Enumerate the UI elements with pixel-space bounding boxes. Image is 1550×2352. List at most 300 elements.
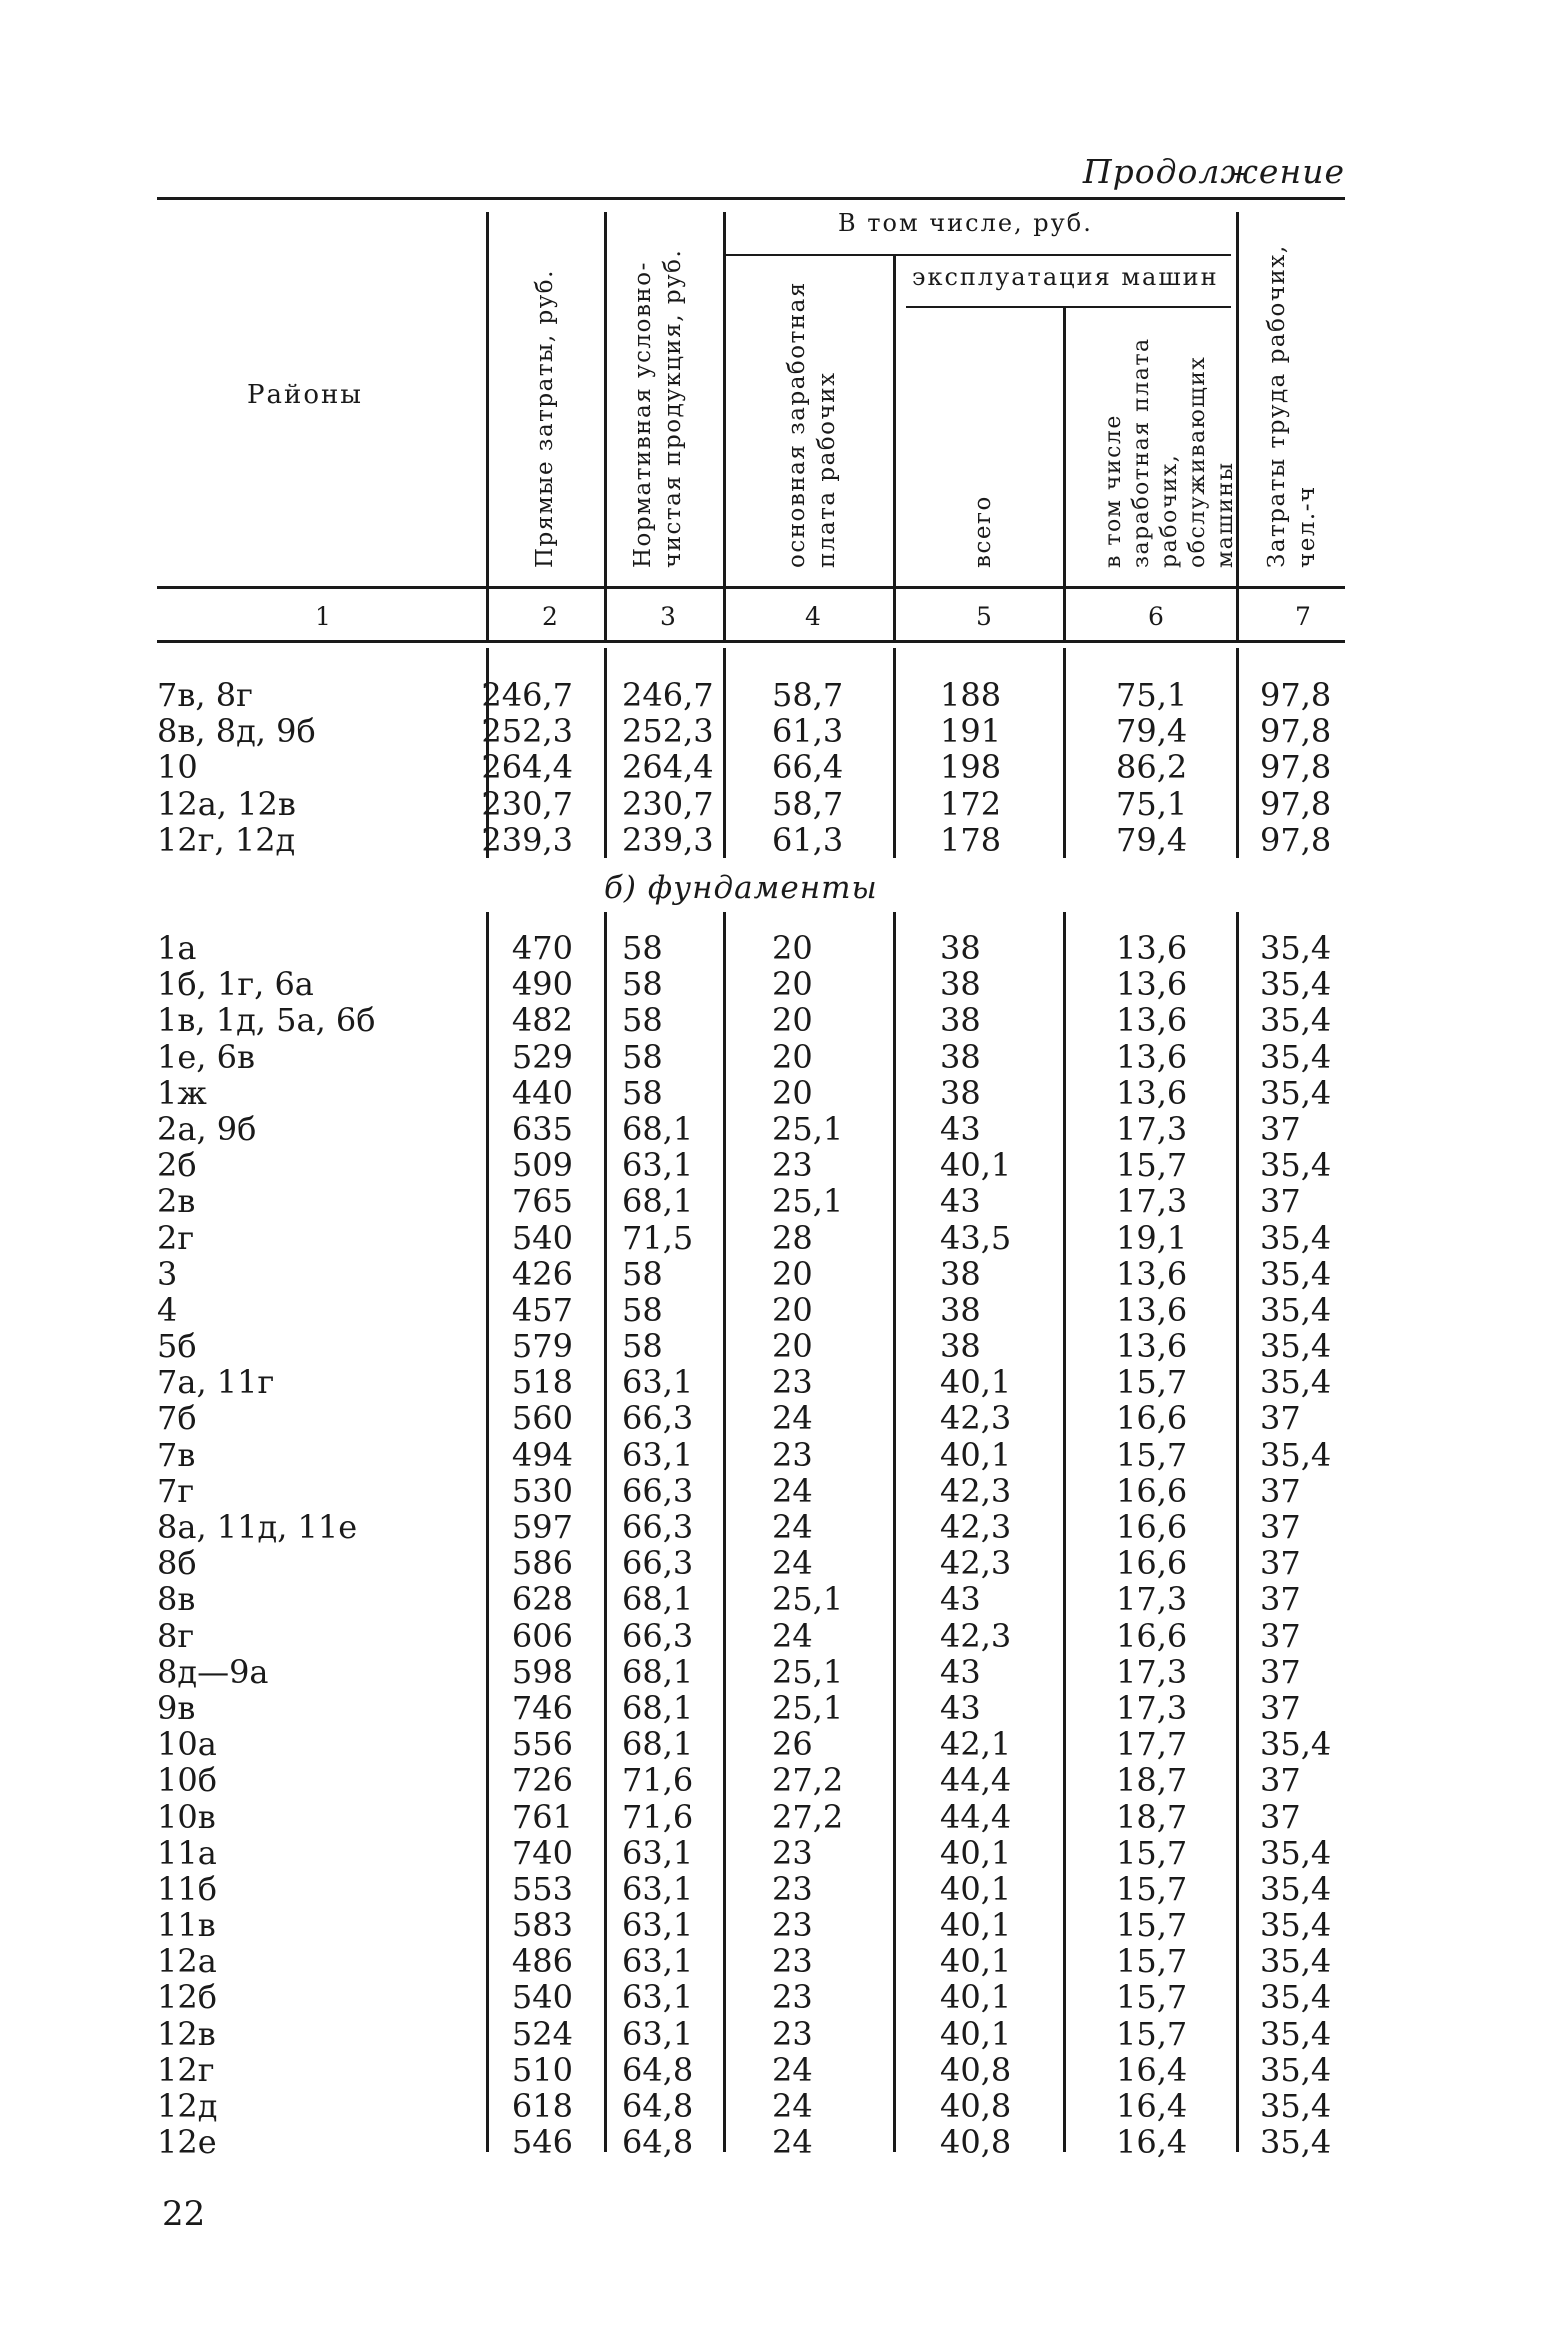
base-wages-cell: 20 xyxy=(772,1327,813,1366)
table-row xyxy=(0,1111,1550,1147)
district-cell: 2г xyxy=(157,1218,195,1257)
table-row xyxy=(0,1400,1550,1436)
base-wages-cell: 24 xyxy=(772,2123,813,2162)
base-wages-cell: 24 xyxy=(772,2050,813,2089)
labor-costs-cell: 35,4 xyxy=(1260,1037,1332,1076)
labor-costs-cell: 37 xyxy=(1260,1616,1301,1655)
machine-total-cell: 38 xyxy=(940,929,981,967)
net-product-cell: 68,1 xyxy=(622,1725,694,1764)
net-product-cell: 63,1 xyxy=(622,1833,694,1872)
district-cell: 8г xyxy=(157,1616,195,1655)
continuation-label: Продолжение xyxy=(1082,152,1345,191)
base-wages-cell: 27,2 xyxy=(772,1797,844,1836)
machine-wages-header: в том числе заработная плата рабочих, обслуживающих машины xyxy=(1101,337,1238,568)
districts-header: Районы xyxy=(247,380,363,410)
district-cell: 7г xyxy=(157,1471,195,1510)
net-product-cell: 66,3 xyxy=(622,1399,694,1438)
net-product-cell: 63,1 xyxy=(622,1146,694,1185)
base-wages-cell: 61,3 xyxy=(772,712,844,751)
table-row xyxy=(0,1943,1550,1979)
district-cell: 11в xyxy=(157,1906,216,1945)
machine-wages-cell: 15,7 xyxy=(1116,1906,1188,1945)
base-wages-cell: 25,1 xyxy=(772,1652,844,1691)
district-cell: 1е, 6в xyxy=(157,1037,256,1076)
machine-wages-cell: 16,6 xyxy=(1116,1508,1188,1546)
machine-wages-cell: 75,1 xyxy=(1116,676,1188,714)
direct-costs-cell: 628 xyxy=(511,1580,573,1619)
table-row xyxy=(0,2052,1550,2088)
base-wages-cell: 23 xyxy=(772,1869,813,1908)
machine-wages-cell: 18,7 xyxy=(1116,1797,1188,1836)
table-row xyxy=(0,1292,1550,1328)
net-product-cell: 230,7 xyxy=(622,784,714,823)
direct-costs-cell: 246,7 xyxy=(481,676,573,714)
table-row xyxy=(0,1618,1550,1654)
district-cell: 10а xyxy=(157,1725,217,1764)
direct-costs-cell: 426 xyxy=(511,1254,573,1293)
direct-costs-cell: 606 xyxy=(511,1616,573,1655)
machine-total-cell: 43 xyxy=(940,1109,981,1148)
labor-costs-cell: 37 xyxy=(1260,1182,1301,1221)
table-row xyxy=(0,1039,1550,1075)
district-cell: 1ж xyxy=(157,1073,207,1112)
machine-wages-cell: 15,7 xyxy=(1116,1869,1188,1908)
direct-costs-cell: 761 xyxy=(511,1797,573,1836)
direct-costs-cell: 440 xyxy=(511,1073,573,1112)
direct-costs-cell: 230,7 xyxy=(481,784,573,823)
machine-wages-cell: 17,3 xyxy=(1116,1652,1188,1691)
direct-costs-cell: 583 xyxy=(511,1906,573,1945)
district-cell: 10 xyxy=(157,748,198,787)
base-wages-cell: 23 xyxy=(772,1906,813,1945)
district-cell: 3 xyxy=(157,1254,178,1293)
labor-costs-header: Затраты труда рабочих, чел.-ч xyxy=(1264,244,1320,568)
district-cell: 12а xyxy=(157,1942,217,1981)
base-wages-cell: 20 xyxy=(772,1290,813,1329)
column-number-5: 5 xyxy=(976,602,992,631)
machine-wages-cell: 15,7 xyxy=(1116,1146,1188,1185)
table-row xyxy=(0,1075,1550,1111)
machine-wages-cell: 13,6 xyxy=(1116,1073,1188,1112)
district-cell: 12г xyxy=(157,2050,215,2089)
labor-costs-cell: 37 xyxy=(1260,1471,1301,1510)
machine-total-cell: 40,1 xyxy=(940,2014,1012,2053)
labor-costs-cell: 35,4 xyxy=(1260,1978,1332,2017)
labor-costs-cell: 35,4 xyxy=(1260,2050,1332,2089)
direct-costs-cell: 540 xyxy=(511,1978,573,2017)
direct-costs-cell: 470 xyxy=(511,929,573,967)
district-cell: 8в xyxy=(157,1580,196,1619)
net-product-cell: 58 xyxy=(622,1001,663,1040)
district-cell: 2б xyxy=(157,1146,197,1185)
labor-costs-cell: 37 xyxy=(1260,1508,1301,1546)
machine-total-cell: 40,1 xyxy=(940,1906,1012,1945)
direct-costs-cell: 726 xyxy=(511,1761,573,1800)
table-row xyxy=(0,713,1550,749)
machine-wages-cell: 16,6 xyxy=(1116,1544,1188,1583)
machine-operation-header: эксплуатация машин xyxy=(912,263,1219,291)
district-cell: 12д xyxy=(157,2087,218,2125)
table-row xyxy=(0,930,1550,966)
direct-costs-cell: 457 xyxy=(511,1290,573,1329)
table-row xyxy=(0,1799,1550,1835)
column-number-7: 7 xyxy=(1295,602,1311,631)
labor-costs-cell: 35,4 xyxy=(1260,2087,1332,2125)
direct-costs-cell: 494 xyxy=(511,1435,573,1474)
direct-costs-cell: 239,3 xyxy=(481,820,573,859)
machine-wages-cell: 13,6 xyxy=(1116,929,1188,967)
district-cell: 12а, 12в xyxy=(157,784,296,823)
machine-total-cell: 42,3 xyxy=(940,1616,1012,1655)
net-product-cell: 63,1 xyxy=(622,2014,694,2053)
direct-costs-cell: 252,3 xyxy=(481,712,573,751)
machine-total-cell: 44,4 xyxy=(940,1797,1012,1836)
net-product-cell: 58 xyxy=(622,1327,663,1366)
machine-wages-cell: 17,7 xyxy=(1116,1725,1188,1764)
labor-costs-cell: 35,4 xyxy=(1260,1218,1332,1257)
base-wages-cell: 58,7 xyxy=(772,784,844,823)
machine-wages-cell: 79,4 xyxy=(1116,712,1188,751)
machine-total-cell: 42,3 xyxy=(940,1544,1012,1583)
base-wages-cell: 26 xyxy=(772,1725,813,1764)
column-numbers-rule xyxy=(157,640,1345,643)
district-cell: 10в xyxy=(157,1797,216,1836)
base-wages-cell: 24 xyxy=(772,1399,813,1438)
machine-wages-cell: 13,6 xyxy=(1116,1001,1188,1040)
machine-wages-cell: 15,7 xyxy=(1116,1363,1188,1402)
base-wages-cell: 20 xyxy=(772,1073,813,1112)
district-cell: 8а, 11д, 11е xyxy=(157,1508,358,1546)
labor-costs-cell: 97,8 xyxy=(1260,712,1332,751)
district-cell: 12в xyxy=(157,2014,216,2053)
net-product-cell: 58 xyxy=(622,1254,663,1293)
direct-costs-cell: 518 xyxy=(511,1363,573,1402)
district-cell: 8в, 8д, 9б xyxy=(157,712,316,751)
machine-total-cell: 178 xyxy=(940,820,1002,859)
col-divider-5 xyxy=(1063,308,1066,640)
machine-wages-cell: 16,6 xyxy=(1116,1471,1188,1510)
district-cell: 8б xyxy=(157,1544,197,1583)
machine-wages-cell: 17,3 xyxy=(1116,1109,1188,1148)
base-wages-header: основная заработная плата рабочих xyxy=(784,281,840,568)
base-wages-cell: 58,7 xyxy=(772,676,844,714)
base-wages-cell: 25,1 xyxy=(772,1182,844,1221)
machine-total-cell: 198 xyxy=(940,748,1002,787)
table-row xyxy=(0,1473,1550,1509)
labor-costs-cell: 37 xyxy=(1260,1580,1301,1619)
machine-total-cell: 43,5 xyxy=(940,1218,1012,1257)
machine-wages-cell: 16,4 xyxy=(1116,2087,1188,2125)
labor-costs-cell: 37 xyxy=(1260,1797,1301,1836)
machine-total-cell: 40,8 xyxy=(940,2087,1012,2125)
machine-wages-cell: 86,2 xyxy=(1116,748,1188,787)
labor-costs-cell: 35,4 xyxy=(1260,1942,1332,1981)
net-product-cell: 68,1 xyxy=(622,1652,694,1691)
table-row xyxy=(0,786,1550,822)
labor-costs-cell: 37 xyxy=(1260,1109,1301,1148)
net-product-cell: 58 xyxy=(622,1037,663,1076)
direct-costs-cell: 597 xyxy=(511,1508,573,1546)
machine-wages-cell: 15,7 xyxy=(1116,1978,1188,2017)
direct-costs-cell: 556 xyxy=(511,1725,573,1764)
column-number-6: 6 xyxy=(1148,602,1164,631)
labor-costs-cell: 35,4 xyxy=(1260,1435,1332,1474)
direct-costs-cell: 635 xyxy=(511,1109,573,1148)
table-row xyxy=(0,1328,1550,1364)
machine-total-cell: 43 xyxy=(940,1652,981,1691)
machine-wages-cell: 17,3 xyxy=(1116,1182,1188,1221)
machine-total-cell: 172 xyxy=(940,784,1002,823)
labor-costs-cell: 37 xyxy=(1260,1761,1301,1800)
district-cell: 1в, 1д, 5а, 6б xyxy=(157,1001,376,1040)
net-product-cell: 68,1 xyxy=(622,1109,694,1148)
net-product-cell: 64,8 xyxy=(622,2050,694,2089)
machine-total-cell: 40,8 xyxy=(940,2123,1012,2162)
net-product-cell: 66,3 xyxy=(622,1616,694,1655)
machine-total-cell: 40,1 xyxy=(940,1942,1012,1981)
net-product-cell: 58 xyxy=(622,1073,663,1112)
net-product-cell: 66,3 xyxy=(622,1544,694,1583)
base-wages-cell: 24 xyxy=(772,1544,813,1583)
direct-costs-cell: 490 xyxy=(511,965,573,1004)
net-product-cell: 63,1 xyxy=(622,1363,694,1402)
net-product-cell: 64,8 xyxy=(622,2087,694,2125)
col-divider-1 xyxy=(486,212,489,640)
direct-costs-cell: 579 xyxy=(511,1327,573,1366)
district-cell: 2а, 9б xyxy=(157,1109,257,1148)
net-product-cell: 239,3 xyxy=(622,820,714,859)
machine-total-cell: 40,1 xyxy=(940,1363,1012,1402)
table-row xyxy=(0,966,1550,1002)
table-row xyxy=(0,2124,1550,2160)
base-wages-cell: 61,3 xyxy=(772,820,844,859)
machine-total-cell: 38 xyxy=(940,1001,981,1040)
direct-costs-cell: 486 xyxy=(511,1942,573,1981)
table-row xyxy=(0,1581,1550,1617)
district-cell: 7в xyxy=(157,1435,196,1474)
labor-costs-cell: 35,4 xyxy=(1260,965,1332,1004)
machine-total-cell: 43 xyxy=(940,1182,981,1221)
direct-costs-cell: 765 xyxy=(511,1182,573,1221)
labor-costs-cell: 35,4 xyxy=(1260,1001,1332,1040)
machine-wages-cell: 13,6 xyxy=(1116,1290,1188,1329)
machine-wages-cell: 13,6 xyxy=(1116,965,1188,1004)
machine-total-cell: 38 xyxy=(940,1290,981,1329)
table-row xyxy=(0,2088,1550,2124)
direct-costs-cell: 264,4 xyxy=(481,748,573,787)
base-wages-cell: 25,1 xyxy=(772,1688,844,1727)
table-row xyxy=(0,1220,1550,1256)
machine-total-cell: 44,4 xyxy=(940,1761,1012,1800)
machine-operation-rule xyxy=(906,306,1231,308)
net-product-cell: 63,1 xyxy=(622,1869,694,1908)
machine-wages-cell: 75,1 xyxy=(1116,784,1188,823)
machine-total-cell: 40,1 xyxy=(940,1435,1012,1474)
column-number-2: 2 xyxy=(542,602,558,631)
direct-costs-cell: 598 xyxy=(511,1652,573,1691)
direct-costs-cell: 509 xyxy=(511,1146,573,1185)
column-number-1: 1 xyxy=(315,602,331,631)
machine-wages-cell: 16,4 xyxy=(1116,2123,1188,2162)
table-row xyxy=(0,2016,1550,2052)
base-wages-cell: 25,1 xyxy=(772,1580,844,1619)
section-b-rows xyxy=(0,930,1550,2160)
net-product-cell: 66,3 xyxy=(622,1508,694,1546)
net-product-cell: 68,1 xyxy=(622,1580,694,1619)
section-b-title: б) фундаменты xyxy=(604,870,878,906)
machine-wages-cell: 17,3 xyxy=(1116,1580,1188,1619)
base-wages-cell: 23 xyxy=(772,1435,813,1474)
net-product-cell: 63,1 xyxy=(622,1978,694,2017)
machine-wages-cell: 13,6 xyxy=(1116,1037,1188,1076)
labor-costs-cell: 35,4 xyxy=(1260,2123,1332,2162)
net-product-cell: 58 xyxy=(622,965,663,1004)
direct-costs-cell: 740 xyxy=(511,1833,573,1872)
machine-total-cell: 191 xyxy=(940,712,1002,751)
labor-costs-cell: 97,8 xyxy=(1260,820,1332,859)
net-product-cell: 66,3 xyxy=(622,1471,694,1510)
labor-costs-cell: 35,4 xyxy=(1260,2014,1332,2053)
base-wages-cell: 27,2 xyxy=(772,1761,844,1800)
machine-wages-cell: 15,7 xyxy=(1116,1833,1188,1872)
labor-costs-cell: 35,4 xyxy=(1260,1869,1332,1908)
machine-wages-cell: 15,7 xyxy=(1116,1435,1188,1474)
machine-total-cell: 43 xyxy=(940,1580,981,1619)
table-row xyxy=(0,1147,1550,1183)
base-wages-cell: 23 xyxy=(772,1942,813,1981)
base-wages-cell: 20 xyxy=(772,1254,813,1293)
net-product-cell: 58 xyxy=(622,1290,663,1329)
base-wages-cell: 23 xyxy=(772,1146,813,1185)
direct-costs-cell: 618 xyxy=(511,2087,573,2125)
base-wages-cell: 24 xyxy=(772,2087,813,2125)
base-wages-cell: 20 xyxy=(772,1037,813,1076)
labor-costs-cell: 37 xyxy=(1260,1399,1301,1438)
table-row xyxy=(0,1979,1550,2015)
table-row xyxy=(0,1437,1550,1473)
machine-wages-cell: 13,6 xyxy=(1116,1254,1188,1293)
machine-total-cell: 40,1 xyxy=(940,1978,1012,2017)
machine-total-cell: 40,1 xyxy=(940,1833,1012,1872)
base-wages-cell: 24 xyxy=(772,1616,813,1655)
base-wages-cell: 23 xyxy=(772,2014,813,2053)
net-product-cell: 264,4 xyxy=(622,748,714,787)
col-divider-2 xyxy=(604,212,607,640)
labor-costs-cell: 97,8 xyxy=(1260,784,1332,823)
machine-total-cell: 42,3 xyxy=(940,1508,1012,1546)
col-divider-3 xyxy=(723,212,726,640)
net-product-cell: 252,3 xyxy=(622,712,714,751)
machine-wages-cell: 15,7 xyxy=(1116,1942,1188,1981)
table-row xyxy=(0,749,1550,785)
normative-net-product-header: Нормативная условно-чистая продукция, руб. xyxy=(630,248,686,568)
direct-costs-cell: 482 xyxy=(511,1001,573,1040)
machine-total-cell: 38 xyxy=(940,1073,981,1112)
base-wages-cell: 23 xyxy=(772,1978,813,2017)
base-wages-cell: 23 xyxy=(772,1833,813,1872)
district-cell: 9в xyxy=(157,1688,196,1727)
base-wages-cell: 66,4 xyxy=(772,748,844,787)
net-product-cell: 63,1 xyxy=(622,1906,694,1945)
col-divider-4 xyxy=(893,256,896,640)
district-cell: 12г, 12д xyxy=(157,820,296,859)
table-row xyxy=(0,1002,1550,1038)
table-top-rule xyxy=(157,197,1345,200)
machine-total-cell: 38 xyxy=(940,1037,981,1076)
section-a-rows xyxy=(0,677,1550,858)
labor-costs-cell: 35,4 xyxy=(1260,1254,1332,1293)
direct-costs-cell: 510 xyxy=(511,2050,573,2089)
net-product-cell: 58 xyxy=(622,929,663,967)
base-wages-cell: 20 xyxy=(772,929,813,967)
direct-costs-cell: 529 xyxy=(511,1037,573,1076)
base-wages-cell: 23 xyxy=(772,1363,813,1402)
base-wages-cell: 25,1 xyxy=(772,1109,844,1148)
net-product-cell: 63,1 xyxy=(622,1435,694,1474)
machine-wages-cell: 16,6 xyxy=(1116,1399,1188,1438)
district-cell: 12б xyxy=(157,1978,217,2017)
machine-wages-cell: 17,3 xyxy=(1116,1688,1188,1727)
machine-total-cell: 42,3 xyxy=(940,1399,1012,1438)
machine-total-cell: 38 xyxy=(940,965,981,1004)
base-wages-cell: 20 xyxy=(772,1001,813,1040)
table-row xyxy=(0,1835,1550,1871)
machine-wages-cell: 16,6 xyxy=(1116,1616,1188,1655)
machine-wages-cell: 79,4 xyxy=(1116,820,1188,859)
direct-costs-cell: 530 xyxy=(511,1471,573,1510)
table-row xyxy=(0,1726,1550,1762)
base-wages-cell: 20 xyxy=(772,965,813,1004)
net-product-cell: 64,8 xyxy=(622,2123,694,2162)
district-cell: 5б xyxy=(157,1327,197,1366)
machine-total-cell: 43 xyxy=(940,1688,981,1727)
direct-costs-cell: 560 xyxy=(511,1399,573,1438)
including-group-rule xyxy=(726,254,1231,256)
labor-costs-cell: 35,4 xyxy=(1260,1725,1332,1764)
including-group-header: В том числе, руб. xyxy=(838,209,1093,237)
net-product-cell: 71,6 xyxy=(622,1797,694,1836)
table-row xyxy=(0,822,1550,858)
machine-total-cell: 40,1 xyxy=(940,1146,1012,1185)
table-row xyxy=(0,1545,1550,1581)
column-number-3: 3 xyxy=(660,602,676,631)
net-product-cell: 71,6 xyxy=(622,1761,694,1800)
district-cell: 1а xyxy=(157,929,197,967)
base-wages-cell: 24 xyxy=(772,1471,813,1510)
district-cell: 12е xyxy=(157,2123,217,2162)
table-row xyxy=(0,1509,1550,1545)
machine-wages-cell: 13,6 xyxy=(1116,1327,1188,1366)
machine-total-header: всего xyxy=(970,495,996,568)
district-cell: 10б xyxy=(157,1761,217,1800)
labor-costs-cell: 97,8 xyxy=(1260,748,1332,787)
direct-costs-cell: 553 xyxy=(511,1869,573,1908)
labor-costs-cell: 97,8 xyxy=(1260,676,1332,714)
district-cell: 1б, 1г, 6а xyxy=(157,965,314,1004)
district-cell: 7б xyxy=(157,1399,197,1438)
net-product-cell: 71,5 xyxy=(622,1218,694,1257)
table-row xyxy=(0,677,1550,713)
labor-costs-cell: 35,4 xyxy=(1260,1906,1332,1945)
labor-costs-cell: 35,4 xyxy=(1260,1363,1332,1402)
labor-costs-cell: 35,4 xyxy=(1260,1146,1332,1185)
column-number-4: 4 xyxy=(805,602,821,631)
table-row xyxy=(0,1871,1550,1907)
base-wages-cell: 28 xyxy=(772,1218,813,1257)
table-row xyxy=(0,1907,1550,1943)
labor-costs-cell: 35,4 xyxy=(1260,929,1332,967)
district-cell: 11а xyxy=(157,1833,217,1872)
